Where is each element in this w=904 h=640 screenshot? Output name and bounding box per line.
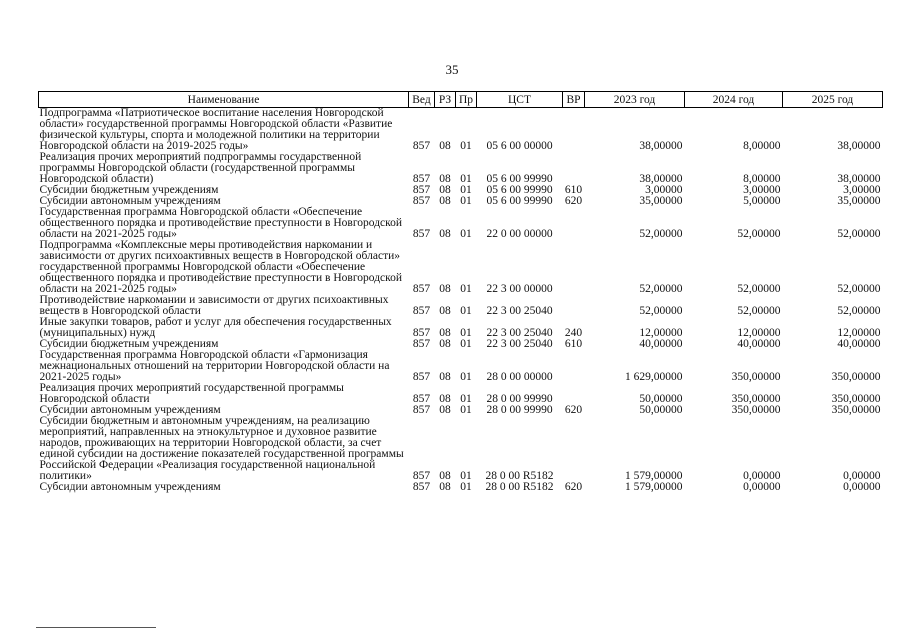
- row-name: Субсидии автономным учреждениям: [39, 195, 221, 207]
- row-2023: 38,00000: [639, 140, 683, 152]
- row-2023: 12,00000: [639, 327, 683, 339]
- table-row: [39, 350, 883, 383]
- header-2024: 2024 год: [685, 92, 783, 108]
- row-name: Субсидии автономным учреждениям: [39, 404, 221, 416]
- header-ved: Вед: [409, 92, 435, 108]
- row-vr: [563, 383, 585, 405]
- row-vr: 240: [564, 327, 583, 339]
- row-2023: 50,00000: [639, 404, 683, 416]
- row-ved: 857: [412, 393, 431, 405]
- row-rz: 08: [439, 404, 451, 416]
- row-ved: 857: [412, 470, 431, 482]
- row-vr: 620: [564, 404, 583, 416]
- row-vr: 620: [564, 481, 583, 493]
- row-2023: 1 579,00000: [625, 470, 683, 482]
- row-cst: 22 3 00 00000: [486, 283, 553, 295]
- row-rz: 08: [439, 327, 451, 339]
- row-2023: 38,00000: [639, 173, 683, 185]
- header-cst: ЦСТ: [477, 92, 563, 108]
- row-ved: 857: [412, 327, 431, 339]
- row-name: Государственная программа Новгородской области «Обеспечение общественного порядка и противодействие преступности в Новгородской области на 2021-2025 годы»: [39, 206, 403, 240]
- row-rz: 08: [439, 481, 451, 493]
- row-vr: [563, 240, 585, 295]
- row-2025: 35,00000: [837, 195, 881, 207]
- row-2025: 52,00000: [837, 283, 881, 295]
- row-2023: 35,00000: [639, 195, 683, 207]
- row-2025: 52,00000: [837, 305, 881, 317]
- row-2024: 0,00000: [743, 481, 781, 493]
- row-pr: 01: [460, 140, 472, 152]
- row-pr: 01: [460, 393, 472, 405]
- row-cst: 28 0 00 99990: [486, 404, 553, 416]
- row-2025: 52,00000: [837, 228, 881, 240]
- table-header: [39, 92, 883, 108]
- row-cst: 28 0 00 99990: [486, 393, 553, 405]
- row-vr: [563, 152, 585, 185]
- row-rz: 08: [439, 184, 451, 196]
- page-number: 35: [445, 62, 459, 77]
- row-pr: 01: [460, 481, 472, 493]
- row-pr: 01: [460, 371, 472, 383]
- table-row: [39, 482, 883, 493]
- table-row: [39, 240, 883, 295]
- table-row: [39, 108, 883, 153]
- row-2025: 350,00000: [831, 404, 881, 416]
- row-ved: 857: [412, 481, 431, 493]
- header-rz: РЗ: [435, 92, 456, 108]
- row-2024: 52,00000: [737, 305, 781, 317]
- row-2025: 350,00000: [831, 393, 881, 405]
- table-row: [39, 207, 883, 240]
- row-2025: 0,00000: [843, 470, 881, 482]
- row-2023: 1 629,00000: [625, 371, 683, 383]
- row-2025: 40,00000: [837, 338, 881, 350]
- row-2023: 52,00000: [639, 305, 683, 317]
- header-name: Наименование: [39, 92, 409, 108]
- row-2025: 12,00000: [837, 327, 881, 339]
- row-2023: 52,00000: [639, 228, 683, 240]
- row-rz: 08: [439, 470, 451, 482]
- row-pr: 01: [460, 327, 472, 339]
- row-name: Субсидии бюджетным и автономным учреждениям, на реализацию мероприятий, направленных на этнокультурное и духовное развитие народов, проживающих на территории Новгородской области, за счет единой субсидии на достижение показателей государственной программы Российской Федерации «Реализация государственной национальной политики»: [39, 415, 404, 482]
- row-cst: 05 6 00 99990: [486, 195, 553, 207]
- row-rz: 08: [439, 305, 451, 317]
- row-cst: 22 0 00 00000: [486, 228, 553, 240]
- row-cst: 05 6 00 99990: [486, 173, 553, 185]
- table-row: [39, 416, 883, 482]
- row-2025: 38,00000: [837, 140, 881, 152]
- row-rz: 08: [439, 173, 451, 185]
- row-2024: 350,00000: [731, 393, 781, 405]
- row-name: Иные закупки товаров, работ и услуг для обеспечения государственных (муниципальных) нужд: [39, 316, 392, 339]
- row-ved: 857: [412, 283, 431, 295]
- row-vr: [563, 295, 585, 317]
- row-ved: 857: [412, 338, 431, 350]
- row-ved: 857: [412, 195, 431, 207]
- row-pr: 01: [460, 305, 472, 317]
- row-2023: 1 579,00000: [625, 481, 683, 493]
- row-2024: 52,00000: [737, 283, 781, 295]
- row-ved: 857: [412, 371, 431, 383]
- row-name: Реализация прочих мероприятий государственной программы Новгородской области: [39, 382, 344, 405]
- row-2024: 350,00000: [731, 371, 781, 383]
- table-header-row: [39, 92, 883, 108]
- row-2024: 8,00000: [743, 140, 781, 152]
- row-2023: 40,00000: [639, 338, 683, 350]
- table-row: [39, 295, 883, 317]
- row-2024: 8,00000: [743, 173, 781, 185]
- row-name: Государственная программа Новгородской области «Гармонизация межнациональных отношений на территории Новгородской области на 2021-2025 годы»: [39, 349, 390, 383]
- row-vr: 610: [564, 338, 583, 350]
- row-cst: 22 3 00 25040: [486, 327, 553, 339]
- row-pr: 01: [460, 404, 472, 416]
- footer-divider: [36, 627, 156, 628]
- row-name: Реализация прочих мероприятий подпрограммы государственной программы Новгородской области (государственной программы Новгородской области): [39, 151, 362, 185]
- row-pr: 01: [460, 470, 472, 482]
- row-ved: 857: [412, 228, 431, 240]
- row-2025: 38,00000: [837, 173, 881, 185]
- row-cst: 28 0 00 R5182: [485, 481, 554, 493]
- table-body: [39, 108, 883, 494]
- row-name: Субсидии бюджетным учреждениям: [39, 338, 219, 350]
- row-cst: 05 6 00 00000: [486, 140, 553, 152]
- budget-table-grid: [38, 91, 883, 493]
- row-pr: 01: [460, 283, 472, 295]
- table-row: [39, 317, 883, 339]
- row-cst: 22 3 00 25040: [486, 305, 553, 317]
- row-vr: [563, 350, 585, 383]
- row-2025: 3,00000: [843, 184, 881, 196]
- row-pr: 01: [460, 228, 472, 240]
- row-2023: 3,00000: [645, 184, 683, 196]
- row-rz: 08: [439, 283, 451, 295]
- row-vr: [563, 416, 585, 482]
- row-rz: 08: [439, 195, 451, 207]
- budget-table: [38, 91, 882, 493]
- row-2023: 50,00000: [639, 393, 683, 405]
- header-2025: 2025 год: [783, 92, 883, 108]
- row-ved: 857: [412, 140, 431, 152]
- row-ved: 857: [412, 305, 431, 317]
- row-2024: 12,00000: [737, 327, 781, 339]
- row-2025: 350,00000: [831, 371, 881, 383]
- row-2024: 350,00000: [731, 404, 781, 416]
- row-2024: 40,00000: [737, 338, 781, 350]
- row-rz: 08: [439, 228, 451, 240]
- header-2023: 2023 год: [585, 92, 685, 108]
- row-name: Субсидии автономным учреждениям: [39, 481, 221, 493]
- row-2025: 0,00000: [843, 481, 881, 493]
- row-cst: 28 0 00 00000: [486, 371, 553, 383]
- row-rz: 08: [439, 140, 451, 152]
- table-row: [39, 152, 883, 185]
- table-row: [39, 383, 883, 405]
- row-2024: 3,00000: [743, 184, 781, 196]
- row-vr: 610: [564, 184, 583, 196]
- header-pr: Пр: [456, 92, 477, 108]
- row-2023: 52,00000: [639, 283, 683, 295]
- row-cst: 28 0 00 R5182: [485, 470, 554, 482]
- row-rz: 08: [439, 371, 451, 383]
- row-name: Подпрограмма «Патриотическое воспитание населения Новгородской области» государственной программы Новгородской области «Развитие физической культуры, спорта и молодежной политики на территории Новгородской области на 2019-2025 годы»: [39, 107, 393, 152]
- row-vr: [563, 108, 585, 153]
- row-ved: 857: [412, 404, 431, 416]
- row-2024: 52,00000: [737, 228, 781, 240]
- row-pr: 01: [460, 195, 472, 207]
- row-pr: 01: [460, 173, 472, 185]
- row-name: Подпрограмма «Комплексные меры противодействия наркомании и зависимости от других психоактивных веществ в Новгородской области» государственной программы Новгородской области «Обеспечение общественного порядка и противодействие преступности в Новгородской области на 2021-2025 годы»: [39, 239, 403, 295]
- row-vr: [563, 207, 585, 240]
- row-vr: 620: [564, 195, 583, 207]
- row-rz: 08: [439, 393, 451, 405]
- row-pr: 01: [460, 338, 472, 350]
- row-rz: 08: [439, 338, 451, 350]
- row-name: Противодействие наркомании и зависимости от других психоактивных веществ в Новгородской области: [39, 294, 389, 317]
- row-2024: 0,00000: [743, 470, 781, 482]
- row-2024: 5,00000: [743, 195, 781, 207]
- header-vr: ВР: [563, 92, 585, 108]
- row-cst: 22 3 00 25040: [486, 338, 553, 350]
- row-pr: 01: [460, 184, 472, 196]
- row-ved: 857: [412, 184, 431, 196]
- row-ved: 857: [412, 173, 431, 185]
- row-name: Субсидии бюджетным учреждениям: [39, 184, 219, 196]
- row-cst: 05 6 00 99990: [486, 184, 553, 196]
